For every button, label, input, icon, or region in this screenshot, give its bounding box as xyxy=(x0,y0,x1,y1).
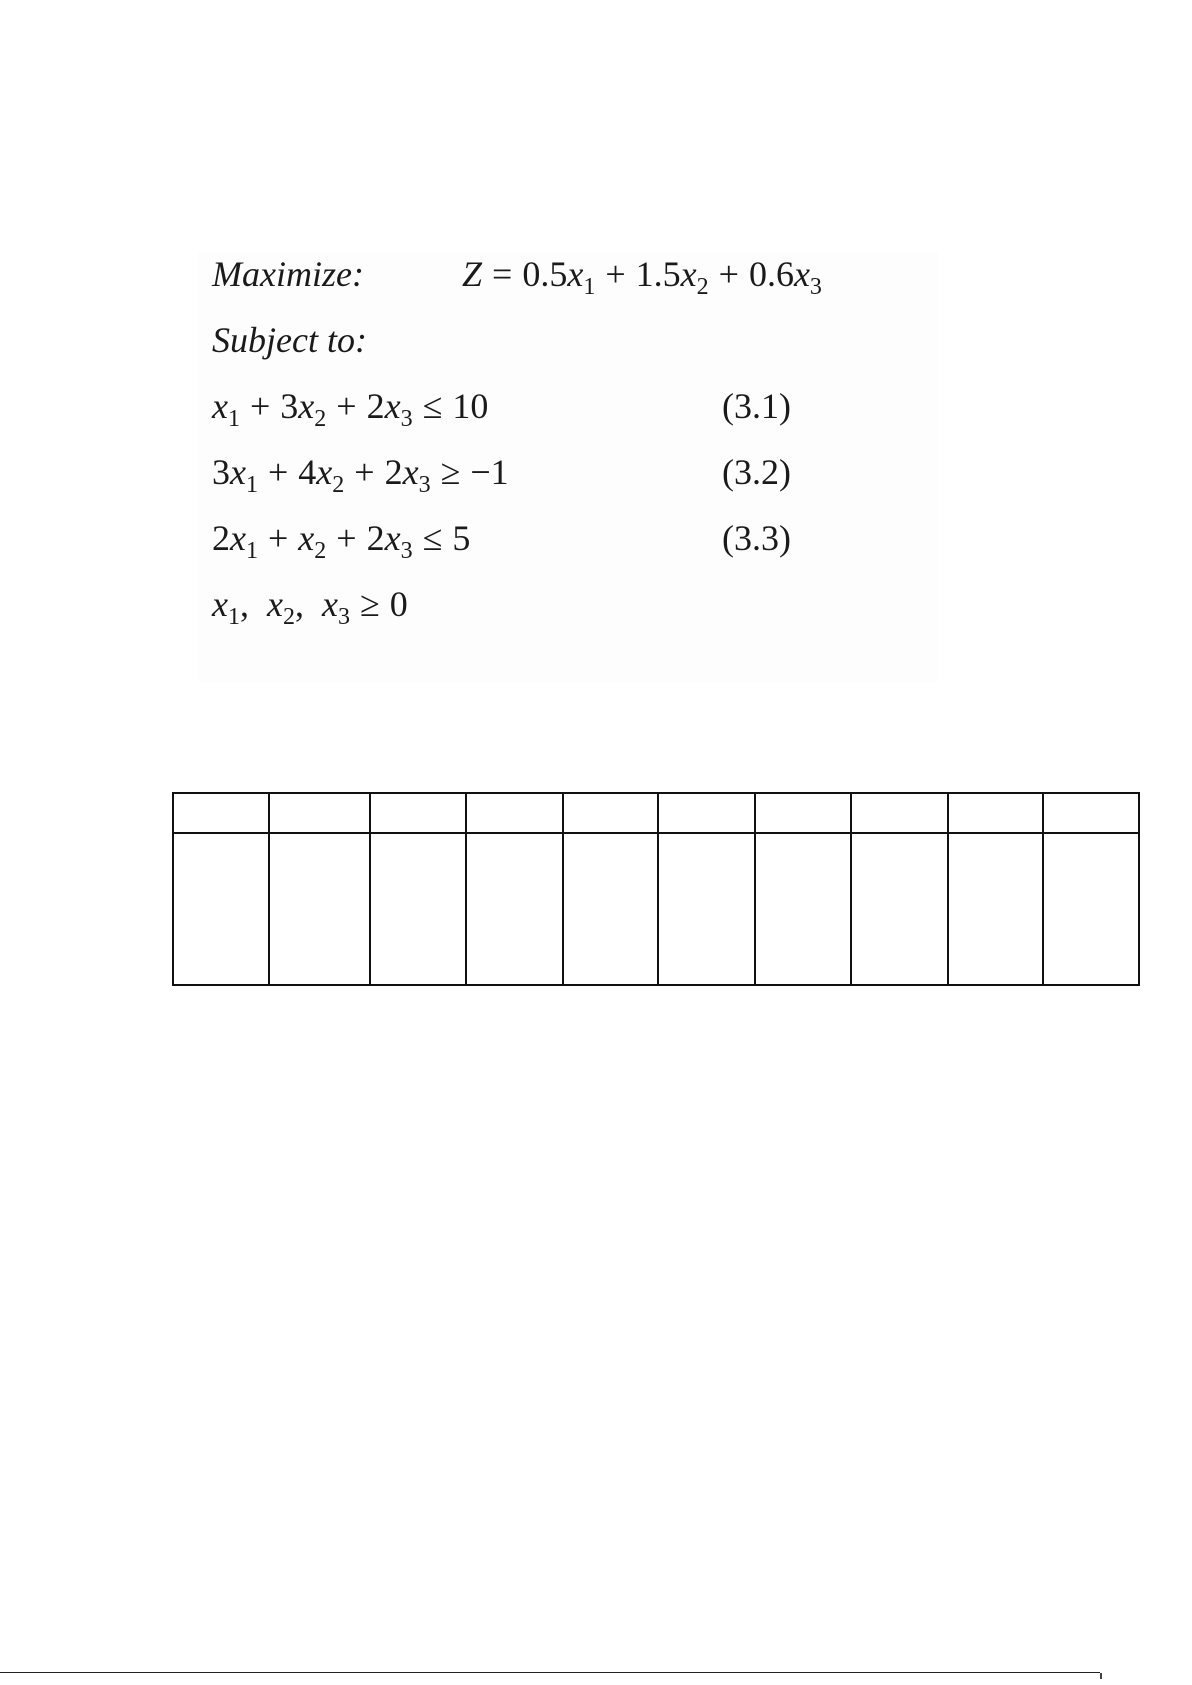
footer-rule xyxy=(0,1672,1100,1673)
table-cell xyxy=(370,793,466,833)
table-cell xyxy=(173,793,269,833)
objective-lhs: Z xyxy=(462,254,483,294)
obj-var-3: $x_3$ xyxy=(793,254,822,300)
table-cell xyxy=(755,793,852,833)
table-cell xyxy=(658,833,755,985)
table-cell xyxy=(1043,793,1139,833)
table-header-row xyxy=(173,793,1139,833)
lp-problem xyxy=(198,252,938,682)
relation-sign: ≥ xyxy=(440,452,461,492)
table-cell xyxy=(948,793,1044,833)
nonnegativity-constraint: $x_1$, $x_2$, $x_3 \ge 0$ xyxy=(212,584,408,630)
table-cell xyxy=(269,793,371,833)
table-cell xyxy=(563,793,659,833)
table-cell xyxy=(1043,833,1139,985)
maximize-label: Maximize: xyxy=(212,254,364,294)
constraint-rhs: 0 xyxy=(389,584,408,624)
relation-sign: ≤ xyxy=(422,518,443,558)
equation-ref: (3.1) xyxy=(722,386,791,426)
table-cell xyxy=(466,793,563,833)
constraint-rhs: 5 xyxy=(452,518,471,558)
constraint-1: $x_1 + 3x_2 + 2x_3 \le 10$ (3.1) xyxy=(212,386,791,432)
table-cell xyxy=(173,833,269,985)
obj-coef-1: 0.5 xyxy=(522,254,568,294)
obj-var-1: $x_1$ xyxy=(567,254,596,300)
equation-ref: (3.2) xyxy=(722,452,791,492)
objective-line xyxy=(212,252,932,300)
plus-sign: + xyxy=(718,254,739,294)
obj-coef-3: 0.6 xyxy=(748,254,794,294)
equals-sign: = xyxy=(492,254,513,294)
subject-to-label: Subject to: xyxy=(212,320,367,360)
table-cell xyxy=(269,833,371,985)
table-cell xyxy=(370,833,466,985)
objective-function xyxy=(462,252,822,300)
plus-sign: + xyxy=(605,254,626,294)
table-cell xyxy=(466,833,563,985)
constraint-3: $2x_1 + x_2 + 2x_3 \le 5$ (3.3) xyxy=(212,518,791,564)
table-cell xyxy=(851,793,948,833)
simplex-tableau xyxy=(172,792,1140,986)
table-row xyxy=(173,833,1139,985)
obj-coef-2: 1.5 xyxy=(635,254,681,294)
constraint-rhs: 10 xyxy=(452,386,489,426)
subject-to-line xyxy=(212,318,367,362)
table-cell xyxy=(563,833,659,985)
footer-tick xyxy=(1100,1673,1102,1679)
equation-ref: (3.3) xyxy=(722,518,791,558)
relation-sign: ≥ xyxy=(359,584,380,624)
table-cell xyxy=(948,833,1044,985)
constraint-2: $3x_1 + 4x_2 + 2x_3 \ge -1$ (3.2) xyxy=(212,452,791,498)
relation-sign: ≤ xyxy=(422,386,443,426)
constraint-rhs: −1 xyxy=(470,452,509,492)
table-cell xyxy=(851,833,948,985)
table-cell xyxy=(755,833,852,985)
obj-var-2: $x_2$ xyxy=(680,254,709,300)
table-cell xyxy=(658,793,755,833)
